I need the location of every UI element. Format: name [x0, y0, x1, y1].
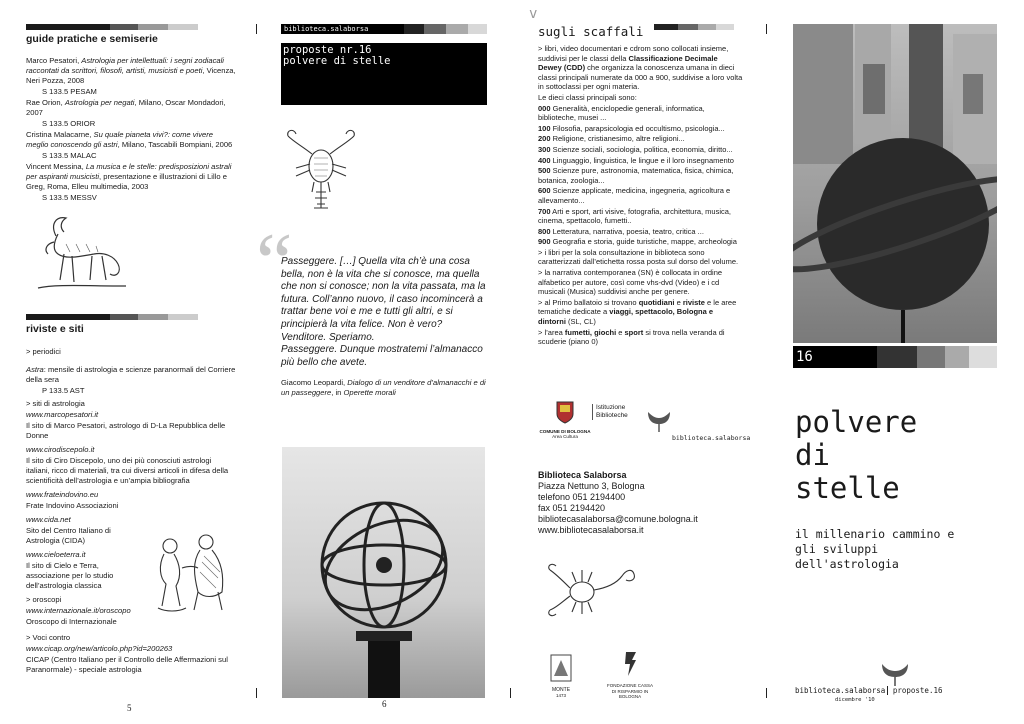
- dewey-class: 800 Letteratura, narrativa, poesia, teatro, critica ...: [538, 226, 704, 236]
- monte-sponsor-logo: [546, 654, 576, 698]
- site-link[interactable]: www.marcopesatori.it: [26, 410, 99, 419]
- shelves-title: sugli scaffali: [538, 24, 644, 39]
- quote-line-3: Passeggere. Dunque mostratemi l’almanacco più bello che avete.: [281, 344, 483, 368]
- salaborsa-logo: [646, 410, 672, 437]
- header-small-brand: biblioteca.salaborsa: [281, 24, 404, 34]
- cover-footer: [795, 686, 943, 695]
- cover-subtitle-line-3: dell'astrologia: [795, 557, 899, 571]
- cover-photo-planet: [793, 24, 997, 343]
- dewey-class: 600 Scienze applicate, medicina, ingegneria, agricoltura e allevamento...: [538, 186, 731, 205]
- planet-sculpture-graphic: [793, 24, 997, 343]
- periodical-entry: Astra: mensile di astrologia e scienze paranormali del Corriere della sera: [26, 365, 236, 384]
- shelves-note: > al Primo ballatoio si trovano quotidiani e riviste e le aree tematiche dedicate a viaggi, spettacolo, Bologna e dintorni (SL, CL): [538, 297, 737, 327]
- comune-logo: [538, 400, 592, 439]
- address-street: Piazza Nettuno 3, Bologna: [538, 481, 645, 491]
- header-line-2: polvere di stelle: [283, 55, 391, 67]
- cover-subtitle-line-1: il millenario cammino e: [795, 527, 955, 541]
- scorpio-scorpion-illustration: [546, 558, 638, 618]
- fold-mark: [766, 24, 767, 34]
- shelves-note: > la narrativa contemporanea (SN) è collocata in ordine alfabetico per autore, così come vhs-dvd (Video) e i cd musicali (Musica) suddivisi anche per genere.: [538, 268, 723, 297]
- address-fax: fax 051 2194420: [538, 503, 606, 513]
- dewey-class: 100 Filosofia, parapsicologia ed occultismo, psicologia...: [538, 123, 725, 133]
- riviste-list: [26, 347, 236, 676]
- site-desc: CICAP (Centro Italiano per il Controllo delle Affermazioni sul Paranormale) - speciale astrologia: [26, 655, 228, 674]
- decor-bar-top-col1: [26, 24, 198, 30]
- istituzione-text: Istituzione: [596, 404, 626, 411]
- dewey-class: 300 Scienze sociali, sociologia, politica, economia, diritto...: [538, 144, 733, 154]
- shelf-code: P 133.5 AST: [42, 386, 85, 395]
- site-desc: Il sito di Marco Pesatori, astrologo di D-La Repubblica delle Donne: [26, 421, 226, 440]
- library-address: [538, 470, 698, 536]
- armillary-sphere-photo: [282, 447, 485, 698]
- cover-title-line-1: polvere: [795, 405, 918, 439]
- monte-text: MONTE: [551, 687, 571, 693]
- page-number-center: 6: [382, 699, 387, 709]
- classes-intro: Le dieci classi principali sono:: [538, 92, 637, 102]
- quote-line-2: Venditore. Speriamo.: [281, 331, 375, 343]
- site-desc: Frate Indovino Associazioni: [26, 501, 119, 510]
- armillary-sphere-graphic: [282, 447, 485, 698]
- issue-number-badge: 16: [793, 346, 877, 368]
- site-link[interactable]: www.cirodiscepolo.it: [26, 445, 95, 454]
- site-desc: Il sito di Ciro Discepolo, uno dei più conosciuti astrologi italiani, ricco di materiali, tra cui diversi articoli in difesa della scientificità dell’astrologia e un’ampia bibliografia: [26, 456, 229, 485]
- quote-text: Passeggere. […] Quella vita ch’è una cosa bella, non è la vita che si conosce, ma quella che non si conosce; non la vita passata, ma la futura. Coll’anno nuovo, il caso incomincerà a trattar bene voi e me e tutti gli altri, e si principierà la vita felice. Non è vero?: [281, 256, 486, 330]
- address-name: Biblioteca Salaborsa: [538, 470, 627, 480]
- book-list: [26, 56, 236, 204]
- shelf-code: S 133.5 PESAM: [42, 87, 97, 96]
- monte-emblem-icon: [550, 654, 572, 682]
- shelves-note: > l’area fumetti, giochi e sport si trova nella veranda di scuderie (piano 0): [538, 327, 725, 347]
- fondazione-sponsor-logo: [606, 650, 654, 700]
- dewey-class: 200 Religione, cristianesimo, altre religioni...: [538, 134, 685, 144]
- book-entry: Vincent Messina, La musica e le stelle: predisposizioni astrali per aspiranti musicisti, presentazione e illustrazioni di Lillo e Greg, Roma, Elleu multimedia, 2003: [26, 162, 232, 191]
- site-link[interactable]: www.frateindovino.eu: [26, 490, 99, 499]
- periodici-label: > periodici: [26, 347, 61, 356]
- children-illustration: [148, 532, 236, 614]
- cover-title-line-2: di: [795, 438, 830, 472]
- cover-subtitle: [795, 527, 954, 572]
- header-line-1: proposte nr.16: [283, 44, 372, 56]
- monte-year: 1473: [555, 693, 566, 698]
- dewey-class: 700 Arti e sport, arti visive, fotografia, architettura, musica, cinema, spettacolo, fumetti..: [538, 206, 732, 226]
- comune-logo-text: COMUNE DI BOLOGNA: [539, 429, 591, 434]
- istituzione-logo: [592, 404, 628, 420]
- section-title-guide: guide pratiche e semiserie: [26, 33, 158, 45]
- cover-title-line-3: stelle: [795, 471, 900, 505]
- crest-icon: [555, 400, 575, 424]
- comune-logo-sub: Area Cultura: [552, 434, 578, 439]
- book-entry: Marco Pesatori, Astrologia per intellettuali: i segni zodiacali raccontati da scrittori, filosofi, artisti, musicisti e poeti, Vicenza, Neri Pozza, 2008: [26, 56, 236, 85]
- shelves-note: > i libri per la sola consultazione in biblioteca sono caratterizzati dall’etichetta rossa posta sul dorso del volume.: [538, 247, 739, 267]
- biblioteche-text: Biblioteche: [596, 412, 628, 419]
- fold-mark: [510, 688, 511, 698]
- section-title-riviste: riviste e siti: [26, 323, 84, 335]
- oroscopi-label: > oroscopi: [26, 595, 62, 604]
- contro-label: > Voci contro: [26, 633, 71, 642]
- page-number-left: 5: [127, 703, 132, 713]
- cover-subtitle-line-2: gli sviluppi: [795, 542, 879, 556]
- book-entry: Rae Orion, Astrologia per negati, Milano, Oscar Mondadori, 2007: [26, 98, 226, 117]
- leopardi-quote: [281, 256, 491, 369]
- dewey-class: 900 Geografia e storia, guide turistiche, mappe, archeologia: [538, 237, 737, 247]
- capricorn-goat-illustration: [36, 214, 128, 292]
- site-desc: Sito del Centro Italiano di Astrologia (CIDA): [26, 526, 111, 545]
- header-block: [281, 43, 487, 105]
- salaborsa-logo-text: biblioteca.salaborsa: [672, 434, 751, 442]
- shelves-intro: > libri, video documentari e cdrom sono collocati insieme, suddivisi per le classi della Classificazione Decimale Dewey (CDD) che organizza la conoscenza umana in dieci classi principali numerate da 000 a 900, suddivise a loro volta in sottoclassi per ogni materia.: [538, 44, 743, 92]
- siti-label: > siti di astrologia: [26, 399, 85, 408]
- dewey-class: 500 Scienze pure, astronomia, matematica, fisica, chimica, botanica, zoologia...: [538, 166, 734, 185]
- cover-title: [795, 406, 917, 505]
- fold-mark: [256, 24, 257, 34]
- quote-mark: “: [256, 216, 293, 307]
- footer-brand: biblioteca.salaborsa: [795, 686, 888, 695]
- shelf-code: S 133.5 ORIOR: [42, 119, 96, 128]
- shelf-code: S 133.5 MALAC: [42, 151, 97, 160]
- site-desc: Oroscopo di Internazionale: [26, 617, 117, 626]
- header-strip: [281, 24, 487, 34]
- address-website[interactable]: www.bibliotecasalaborsa.it: [538, 525, 644, 535]
- dewey-class: 400 Linguaggio, linguistica, le lingue e il loro insegnamento: [538, 155, 734, 165]
- site-link[interactable]: www.cida.net: [26, 515, 71, 524]
- book-entry: Cristina Malacarne, Su quale pianeta vivi?: come vivere meglio conoscendo gli astri, Milano, Tascabili Bompiani, 2006: [26, 130, 233, 149]
- fold-mark: [256, 688, 257, 698]
- cancer-crayfish-illustration: [284, 128, 358, 212]
- address-phone: telefono 051 2194400: [538, 492, 626, 502]
- cover-date: dicembre '10: [835, 697, 875, 703]
- salaborsa-lotus-logo: [880, 662, 910, 686]
- salaborsa-lotus-icon: [646, 410, 672, 432]
- fondazione-emblem-icon: [620, 650, 640, 678]
- footer-proposte: proposte.16: [892, 686, 943, 695]
- decor-bar-mid-col1: [26, 314, 198, 320]
- fold-mark: [766, 688, 767, 698]
- shelf-code: S 133.5 MESSV: [42, 193, 97, 202]
- issue-number-bar: [793, 346, 997, 368]
- decor-bar-col3: [654, 24, 734, 30]
- site-link[interactable]: www.internazionale.it/oroscopo: [26, 606, 131, 615]
- chevron-down-icon: v: [529, 6, 538, 22]
- site-link[interactable]: www.cicap.org/new/articolo.php?id=200263: [26, 644, 173, 653]
- fondazione-text: FONDAZIONE CASSA DI RISPARMIO IN BOLOGNA: [606, 683, 653, 699]
- dewey-class: 000 Generalità, enciclopedie generali, informatica, biblioteche, musei ...: [538, 103, 705, 123]
- address-email[interactable]: bibliotecasalaborsa@comune.bologna.it: [538, 514, 698, 524]
- site-desc: Il sito di Cielo e Terra, associazione per lo studio dell’astrologia classica: [26, 561, 114, 590]
- site-link[interactable]: www.cieloeterra.it: [26, 550, 86, 559]
- quote-citation: Giacomo Leopardi, Dialogo di un venditore d’almanacchi e di un passeggere, in Operette morali: [281, 378, 486, 397]
- shelves-body: [538, 44, 743, 348]
